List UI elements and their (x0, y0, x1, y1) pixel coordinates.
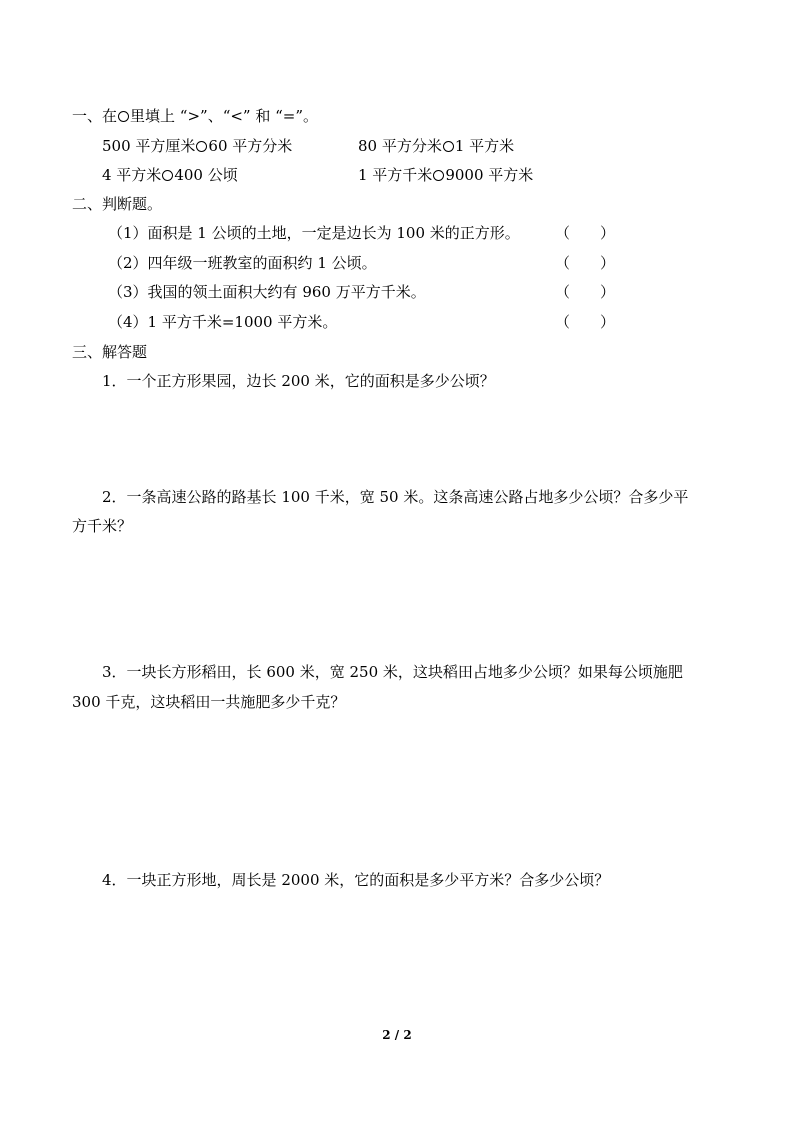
compare-circle-icon[interactable] (433, 170, 444, 181)
compare-circle-icon[interactable] (162, 170, 173, 181)
question-2: 2．一条高速公路的路基长 100 千米，宽 50 米。这条高速公路占地多少公顷？合多少平 (102, 488, 689, 506)
section1-title (72, 106, 318, 126)
compare-item-left: 4 平方米 (102, 166, 162, 184)
answer-parentheses[interactable]: （ ） (555, 283, 616, 301)
judge-item-4: （4）1 平方千米=1000 平方米。 (108, 313, 338, 331)
compare-item-right: 60 平方分米 (208, 137, 293, 155)
compare-item-left: 500 平方厘米 (102, 137, 196, 155)
answer-parentheses[interactable]: （ ） (555, 313, 616, 331)
section2-title: 二、判断题。 (72, 195, 163, 213)
compare-item-left: 1 平方千米 (358, 166, 433, 184)
answer-parentheses[interactable]: （ ） (555, 224, 616, 242)
compare-item-left: 80 平方分米 (358, 137, 442, 155)
section1-title-prefix: 一、在 (72, 107, 118, 125)
question-4: 4．一块正方形地，周长是 2000 米，它的面积是多少平方米？合多少公顷？ (102, 871, 610, 889)
question-3-continued: 300 千克，这块稻田一共施肥多少千克？ (72, 693, 346, 711)
compare-circle-icon[interactable] (443, 141, 454, 152)
compare-circle-icon (118, 111, 129, 122)
judge-item-1: （1）面积是 1 公顷的土地，一定是边长为 100 米的正方形。 (108, 224, 520, 242)
question-3: 3．一块长方形稻田，长 600 米，宽 250 米，这块稻田占地多少公顷？如果每公顷施肥 (102, 663, 683, 681)
question-2-continued: 方千米？ (72, 517, 133, 535)
compare-item-1 (102, 136, 292, 156)
answer-parentheses[interactable]: （ ） (555, 254, 616, 272)
compare-item-right: 1 平方米 (454, 137, 515, 155)
judge-item-2: （2）四年级一班教室的面积约 1 公顷。 (108, 254, 377, 272)
compare-item-3 (102, 165, 238, 185)
page-number: 2 / 2 (382, 1028, 412, 1042)
compare-item-right: 9000 平方米 (445, 166, 534, 184)
section1-title-suffix: 里填上 “>”、“<” 和 “=”。 (130, 107, 319, 125)
question-1: 1．一个正方形果园，边长 200 米，它的面积是多少公顷？ (102, 372, 495, 390)
judge-item-3: （3）我国的领土面积大约有 960 万平方千米。 (108, 283, 426, 301)
compare-item-4 (358, 165, 533, 185)
compare-item-right: 400 公顷 (174, 166, 238, 184)
section3-title: 三、解答题 (72, 343, 148, 361)
compare-item-2 (358, 136, 514, 156)
compare-circle-icon[interactable] (196, 141, 207, 152)
